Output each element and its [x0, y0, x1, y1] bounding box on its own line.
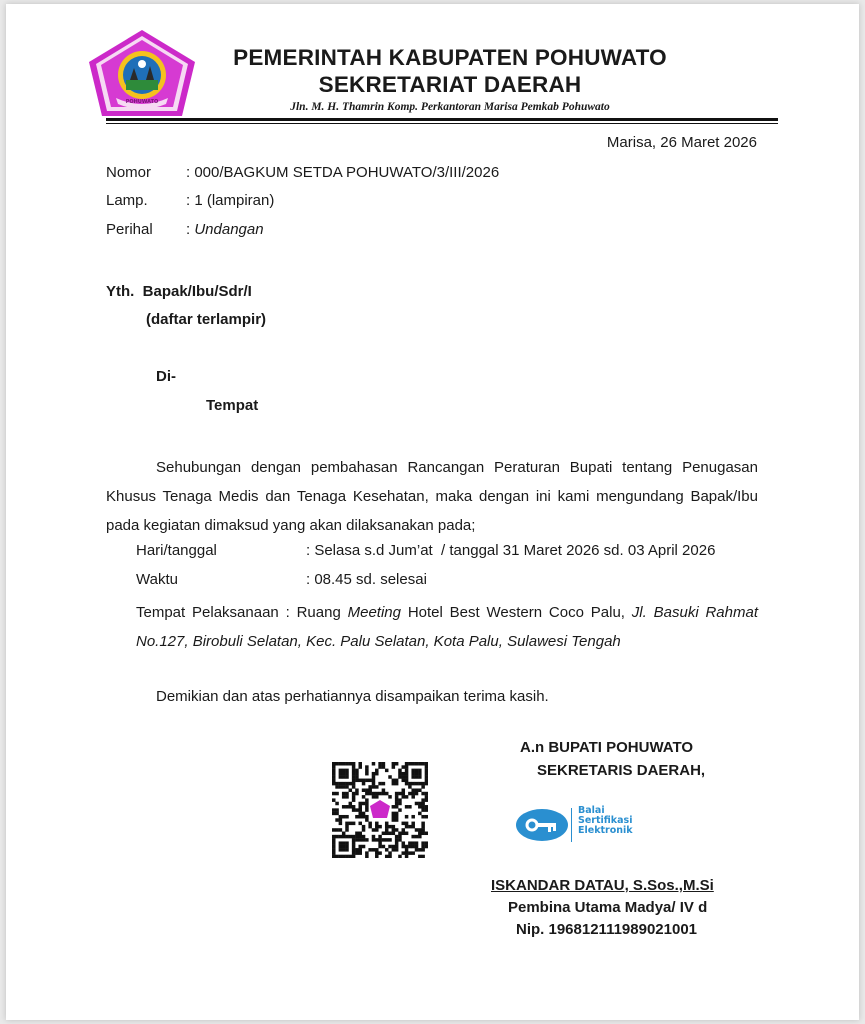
- date-label: Hari/tanggal: [136, 542, 217, 559]
- qr-code-icon: [332, 762, 428, 858]
- qr-center-emblem-icon: [370, 800, 390, 818]
- recipient-tempat: Tempat: [206, 397, 259, 414]
- perihal-prefix: :: [186, 221, 195, 238]
- letterhead-address: Jln. M. H. Thamrin Komp. Perkantoran Marisa Pemkab Pohuwato: [290, 101, 610, 113]
- letterhead-subtitle: SEKRETARIAT DAERAH: [318, 72, 582, 97]
- perihal-text: Undangan: [194, 221, 264, 238]
- signatory-name: ISKANDAR DATAU, S.Sos.,M.Si: [491, 877, 714, 894]
- bsre-logo: [516, 806, 676, 844]
- bsre-line-3: Elektronik: [578, 825, 633, 836]
- nomor-value: : 000/BAGKUM SETDA POHUWATO/3/III/2026: [186, 164, 500, 181]
- letterhead-rule-thin: [106, 123, 778, 124]
- closing-sentence: Demikian dan atas perhatiannya disampaikan terima kasih.: [156, 688, 549, 705]
- nomor-label: Nomor: [106, 164, 152, 181]
- time-label: Waktu: [136, 571, 178, 588]
- opening-paragraph: Sehubungan dengan pembahasan Rancangan Peraturan Bupati tentang Penugasan Khusus Tenaga Medis dan Tenaga Kesehatan, maka dengan ini kami mengundang Bapak/Ibu pada kegiatan dimaksud yang akan dilaksanakan pada;: [106, 459, 758, 534]
- letterhead-title: PEMERINTAH KABUPATEN POHUWATO: [233, 45, 667, 70]
- signature-position: SEKRETARIS DAERAH,: [537, 762, 706, 779]
- lampiran-value: : 1 (lampiran): [186, 192, 275, 209]
- venue-text-hotel: Hotel Best Western Coco Palu,: [401, 604, 632, 621]
- regency-emblem-logo: [86, 28, 198, 118]
- lampiran-label: Lamp.: [106, 192, 148, 209]
- bsre-key-logo-icon: [516, 806, 572, 844]
- perihal-label: Perihal: [106, 221, 153, 238]
- pohuwato-regency-emblem-icon: [86, 28, 198, 118]
- venue-detail: [136, 598, 758, 656]
- signature-on-behalf: A.n BUPATI POHUWATO: [520, 739, 694, 756]
- letterhead-rule-thick: [106, 118, 778, 121]
- recipient-di: Di-: [156, 368, 176, 385]
- venue-address: Jl. Basuki Rahmat No.127, Birobuli Selatan, Kec. Palu Selatan, Kota Palu, Sulawesi Tengah: [136, 604, 758, 650]
- venue-text-1: : Ruang: [278, 604, 348, 621]
- date-value: : Selasa s.d Jum’at / tanggal 31 Maret 2026 sd. 03 April 2026: [306, 542, 716, 559]
- bsre-line-2: Sertifikasi: [578, 815, 633, 826]
- time-value: : 08.45 sd. selesai: [306, 571, 427, 588]
- bsre-line-1: Balai: [578, 805, 605, 816]
- recipient-salutation: Yth. Bapak/Ibu/Sdr/I: [106, 283, 252, 300]
- signatory-rank: Pembina Utama Madya/ IV d: [508, 899, 708, 916]
- place-date: Marisa, 26 Maret 2026: [606, 134, 757, 151]
- venue-label: Tempat Pelaksanaan: [136, 604, 279, 621]
- recipient-note: (daftar terlampir): [146, 311, 267, 328]
- venue-text-meeting: Meeting: [347, 604, 401, 621]
- signatory-nip: Nip. 196812111989021001: [516, 921, 698, 938]
- perihal-value: [186, 220, 586, 240]
- emblem-banner-text: POHUWATO: [125, 99, 159, 105]
